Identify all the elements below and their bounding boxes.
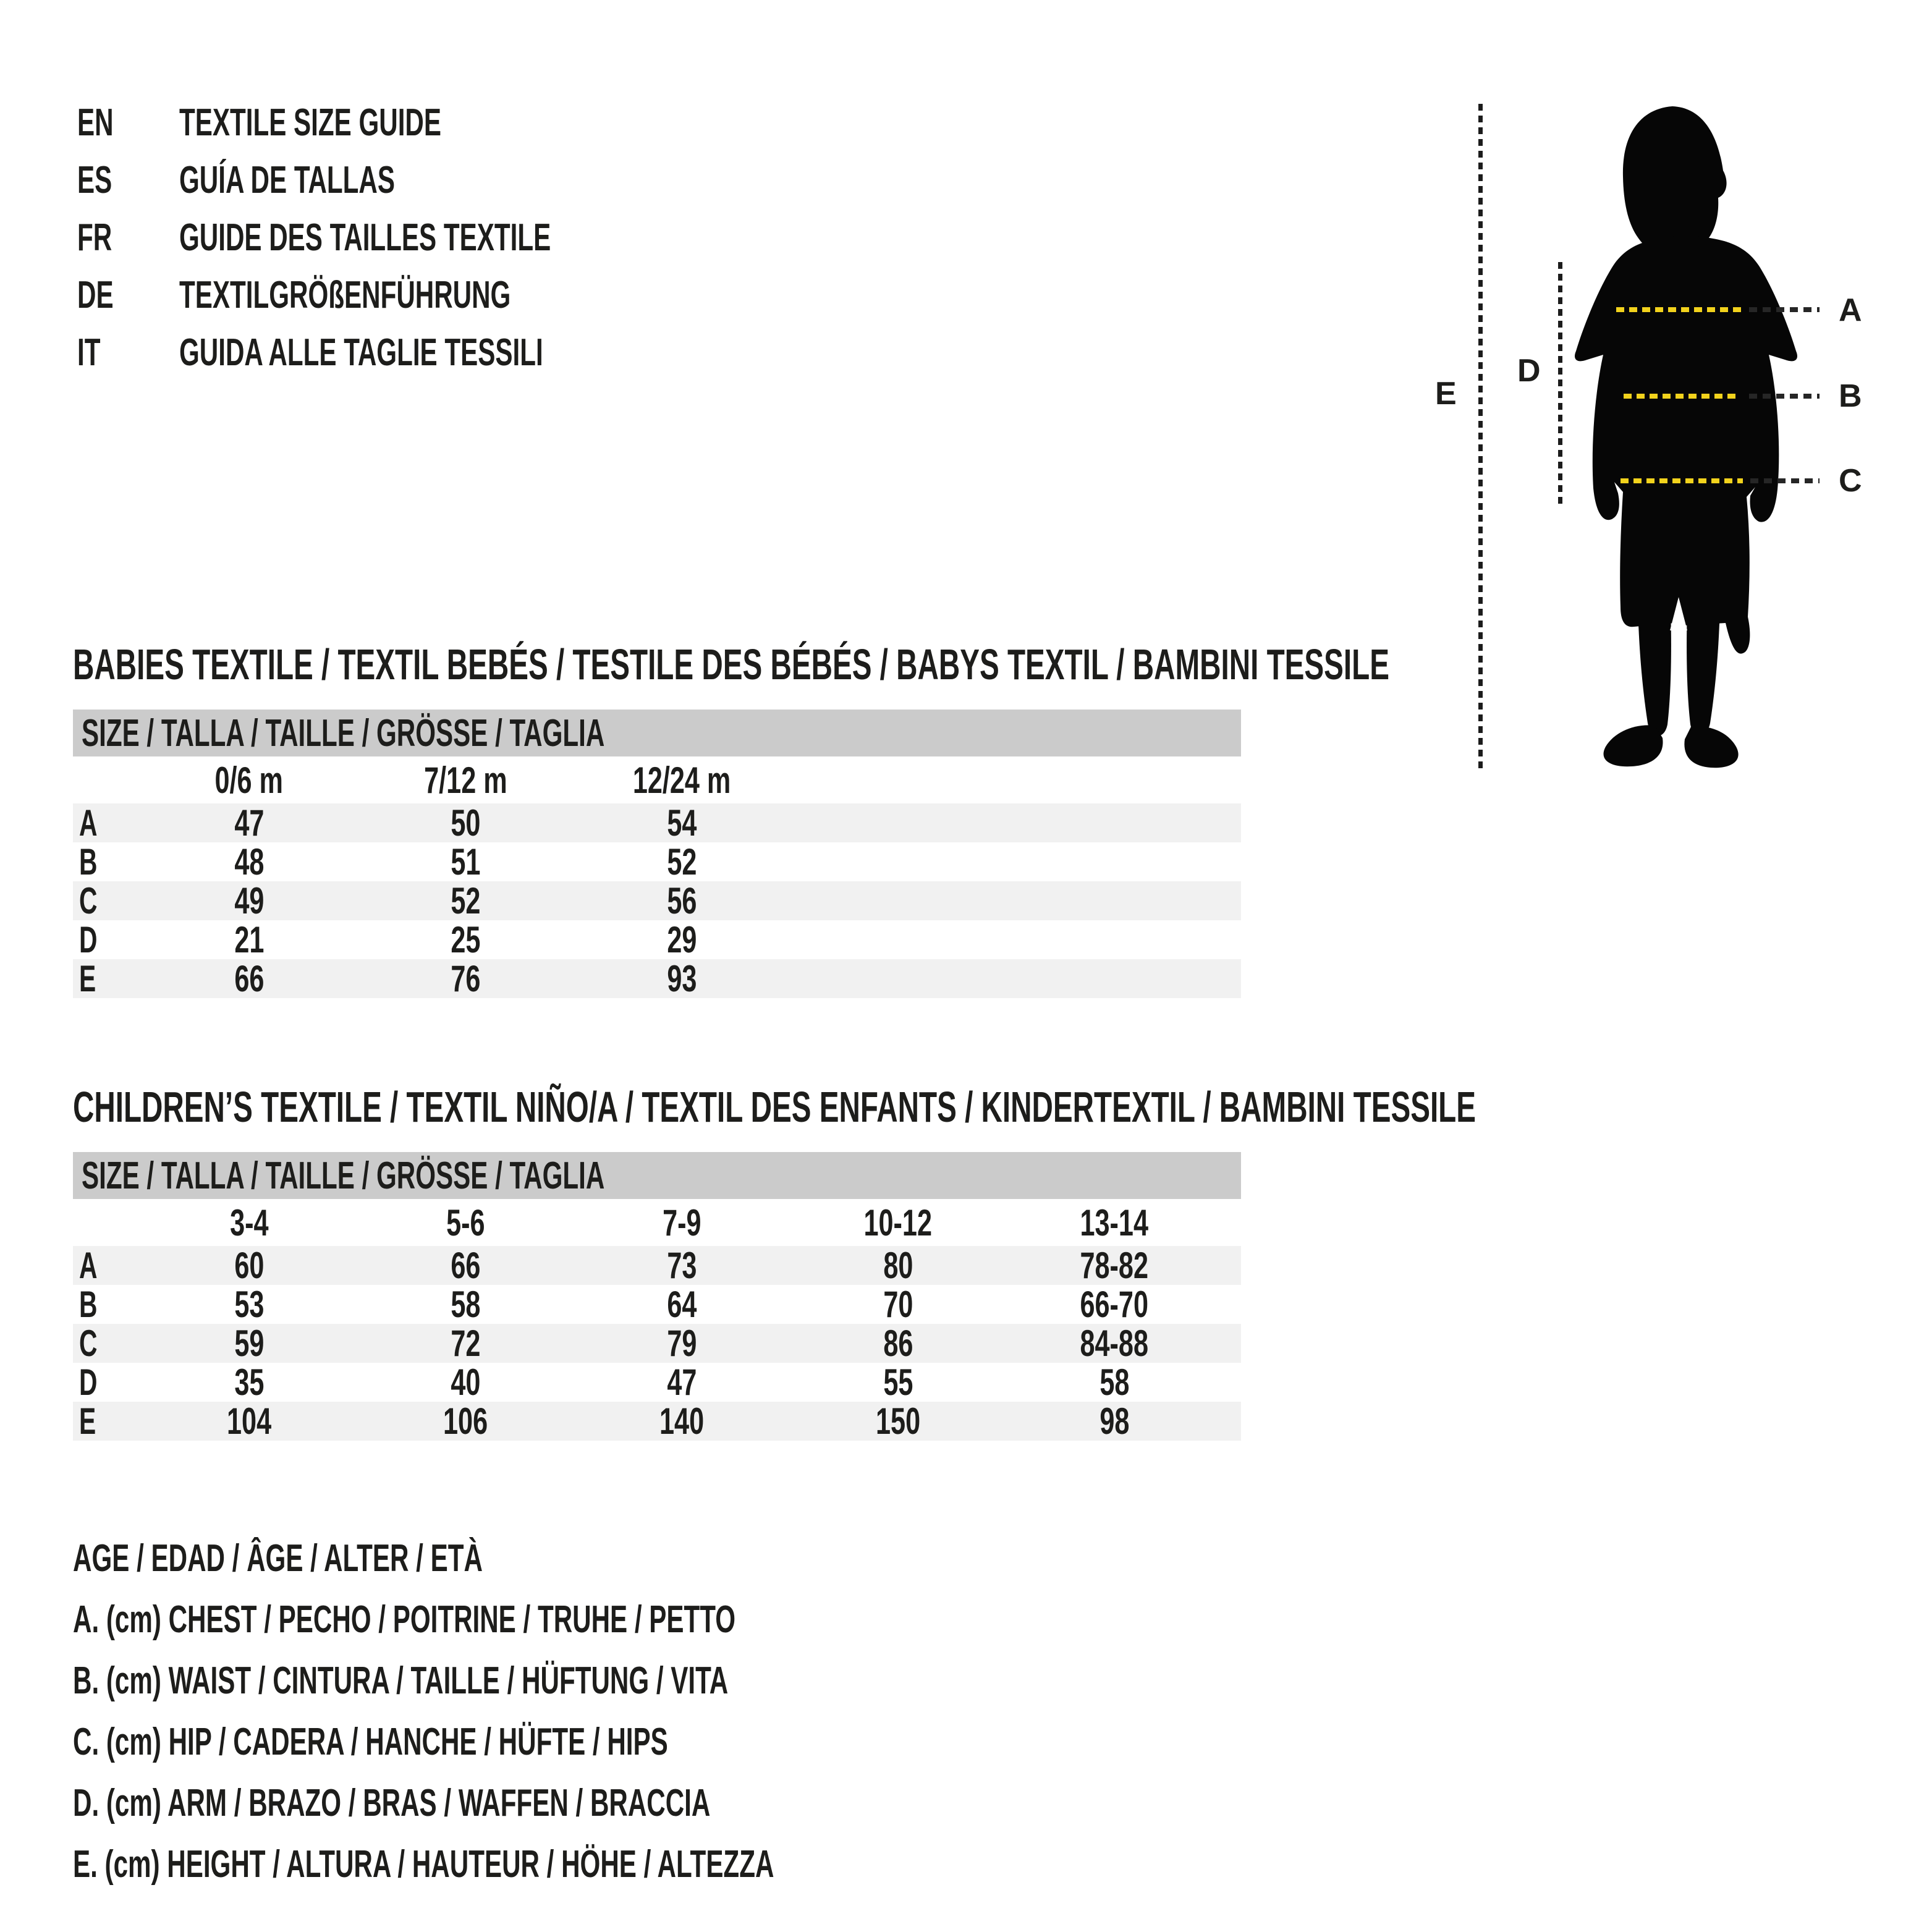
table-row-e: [73, 1402, 1241, 1441]
row-label: D: [79, 919, 98, 960]
table-row-d: [73, 920, 1241, 959]
guide-title-it: GUIDA ALLE TAGLIE TESSILI: [179, 331, 543, 374]
language-code: IT: [77, 331, 101, 374]
measure-label-d: D: [1517, 353, 1541, 389]
guide-title-fr: GUIDE DES TAILLES TEXTILE: [179, 216, 551, 259]
cell: 76: [450, 958, 481, 999]
measure-label-b: B: [1839, 378, 1862, 414]
table-row-a: [73, 803, 1241, 842]
cell: 52: [666, 841, 697, 883]
language-code: FR: [77, 216, 112, 259]
cell: 40: [450, 1362, 481, 1403]
cell: 106: [443, 1400, 488, 1442]
cell: 80: [883, 1245, 913, 1286]
legend-line-height: E. (cm) HEIGHT / ALTURA / HAUTEUR / HÖHE / ALTEZZA: [73, 1843, 774, 1886]
children-size-table: [73, 1199, 1241, 1441]
row-label: C: [79, 880, 98, 922]
language-code: DE: [77, 274, 114, 316]
language-code: ES: [77, 159, 112, 201]
cell: 21: [234, 919, 265, 960]
row-label: B: [79, 841, 98, 883]
language-row-it: [77, 324, 726, 381]
arm-measure-line-d: [1558, 262, 1562, 508]
language-code: EN: [77, 101, 114, 144]
table-row-e: [73, 959, 1241, 998]
column-header: 10-12: [863, 1201, 933, 1244]
cell: 55: [883, 1362, 913, 1403]
cell: 78-82: [1080, 1245, 1149, 1286]
column-header: 7-9: [662, 1201, 701, 1244]
cell: 59: [234, 1323, 265, 1364]
cell: 64: [666, 1284, 697, 1325]
language-row-en: [77, 94, 726, 151]
cell: 150: [875, 1400, 921, 1442]
chest-measure-dash-yellow: [1616, 307, 1741, 312]
table-row-c: [73, 1324, 1241, 1363]
language-title-block: [77, 94, 726, 381]
cell: 79: [666, 1323, 697, 1364]
cell: 47: [234, 802, 265, 844]
cell: 48: [234, 841, 265, 883]
cell: 66: [450, 1245, 481, 1286]
cell: 104: [226, 1400, 272, 1442]
row-label: C: [79, 1323, 98, 1364]
legend-line-age: AGE / EDAD / ÂGE / ALTER / ETÀ: [73, 1537, 483, 1580]
measure-label-a: A: [1839, 292, 1862, 328]
cell: 29: [666, 919, 697, 960]
measure-label-c: C: [1839, 463, 1862, 499]
babies-size-table: [73, 756, 1241, 998]
table-row-b: [73, 1285, 1241, 1324]
table-row-a: [73, 1246, 1241, 1285]
cell: 86: [883, 1323, 913, 1364]
language-row-fr: [77, 209, 726, 266]
column-header: 3-4: [229, 1201, 269, 1244]
language-row-de: [77, 266, 726, 324]
cell: 58: [1099, 1362, 1130, 1403]
cell: 72: [450, 1323, 481, 1364]
children-table-title: CHILDREN’S TEXTILE / TEXTIL NIÑO/A / TEXTIL DES ENFANTS / KINDERTEXTIL / BAMBINI TESSILE: [73, 1083, 1476, 1131]
column-header: 7/12 m: [423, 759, 507, 801]
hip-measure-dash-dark: [1750, 478, 1820, 483]
babies-table-title: BABIES TEXTILE / TEXTIL BEBÉS / TESTILE DES BÉBÉS / BABYS TEXTIL / BAMBINI TESSILE: [73, 640, 1389, 688]
cell: 54: [666, 802, 697, 844]
cell: 70: [883, 1284, 913, 1325]
cell: 84-88: [1080, 1323, 1149, 1364]
column-header: 0/6 m: [214, 759, 284, 801]
cell: 53: [234, 1284, 265, 1325]
babies-size-header-bar: SIZE / TALLA / TAILLE / GRÖSSE / TAGLIA: [73, 710, 1241, 756]
row-label: B: [79, 1284, 98, 1325]
cell: 58: [450, 1284, 481, 1325]
hip-measure-dash-yellow: [1621, 478, 1743, 483]
cell: 49: [234, 880, 265, 922]
waist-measure-dash-yellow: [1624, 394, 1736, 399]
row-label: A: [79, 802, 98, 844]
chest-measure-dash-dark: [1749, 307, 1820, 312]
measure-label-e: E: [1435, 376, 1457, 412]
cell: 66-70: [1080, 1284, 1149, 1325]
language-row-es: [77, 151, 726, 209]
cell: 56: [666, 880, 697, 922]
cell: 93: [666, 958, 697, 999]
table-row-b: [73, 842, 1241, 881]
waist-measure-dash-dark: [1749, 394, 1820, 399]
cell: 25: [450, 919, 481, 960]
legend-line-arm: D. (cm) ARM / BRAZO / BRAS / WAFFEN / BRACCIA: [73, 1782, 711, 1824]
table-row-d: [73, 1363, 1241, 1402]
measure-legend: [73, 1528, 1104, 1895]
cell: 52: [450, 880, 481, 922]
row-label: A: [79, 1245, 98, 1286]
babies-column-header-row: [73, 756, 1241, 803]
table-row-c: [73, 881, 1241, 920]
cell: 60: [234, 1245, 265, 1286]
cell: 66: [234, 958, 265, 999]
row-label: D: [79, 1362, 98, 1403]
guide-title-en: TEXTILE SIZE GUIDE: [179, 101, 442, 144]
column-header: 13-14: [1080, 1201, 1149, 1244]
column-header: 12/24 m: [632, 759, 731, 801]
legend-line-hip: C. (cm) HIP / CADERA / HANCHE / HÜFTE / HIPS: [73, 1721, 668, 1763]
guide-title-de: TEXTILGRÖßENFÜHRUNG: [179, 274, 511, 316]
legend-line-chest: A. (cm) CHEST / PECHO / POITRINE / TRUHE / PETTO: [73, 1598, 736, 1641]
column-header: 5-6: [446, 1201, 485, 1244]
guide-title-es: GUÍA DE TALLAS: [179, 159, 396, 201]
legend-line-waist: B. (cm) WAIST / CINTURA / TAILLE / HÜFTUNG / VITA: [73, 1659, 729, 1702]
cell: 73: [666, 1245, 697, 1286]
children-column-header-row: [73, 1199, 1241, 1246]
cell: 50: [450, 802, 481, 844]
cell: 98: [1099, 1400, 1130, 1442]
cell: 140: [659, 1400, 705, 1442]
cell: 47: [666, 1362, 697, 1403]
cell: 51: [450, 841, 481, 883]
cell: 35: [234, 1362, 265, 1403]
row-label: E: [79, 958, 96, 999]
children-size-header-bar: SIZE / TALLA / TAILLE / GRÖSSE / TAGLIA: [73, 1152, 1241, 1199]
row-label: E: [79, 1400, 96, 1442]
